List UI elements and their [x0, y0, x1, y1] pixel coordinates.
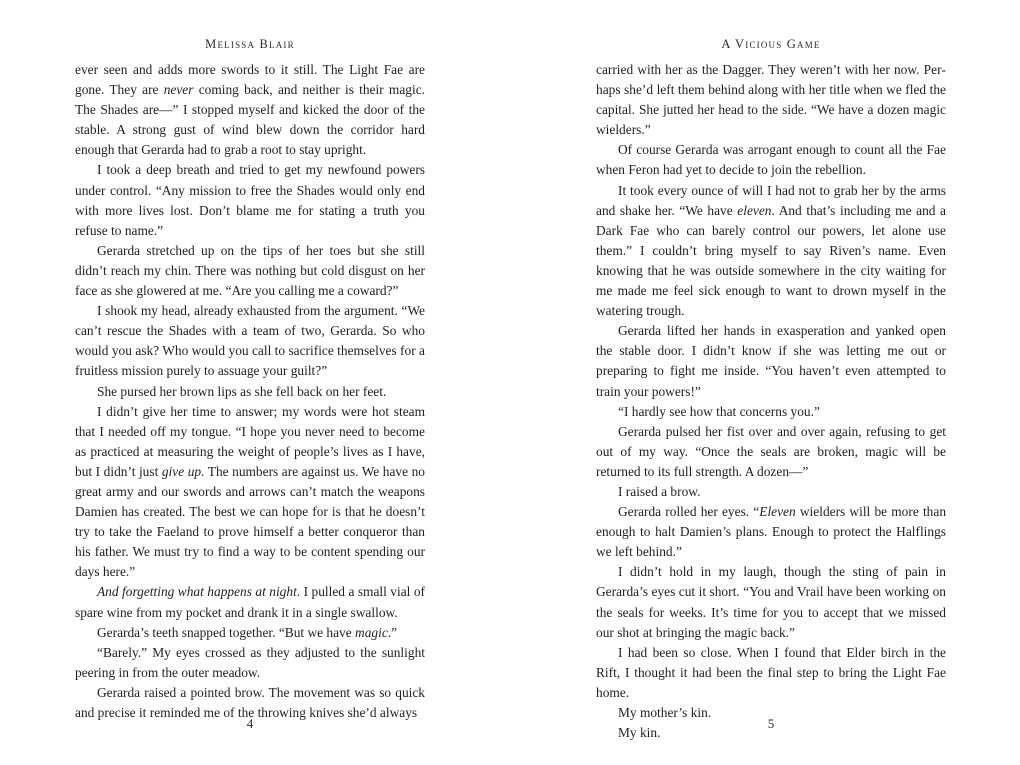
paragraph: Of course Gerarda was arrogant enough to count all the Fae when Feron had yet to decide to join the rebellion.	[596, 142, 946, 178]
paragraph: I didn’t hold in my laugh, though the sting of pain in Gerarda’s eyes cut it short. “You and Vrail have been working on the seals for weeks. It’s time for you to accept that we missed our shot at bringing the magic back.”	[596, 564, 946, 640]
paragraph: Gerarda pulsed her fist over and over again, refusing to get out of my way. “Once the seals are broken, magic will be returned to its full strength. A dozen—”	[596, 423, 946, 479]
italic-emphasis: eleven	[737, 202, 772, 218]
paragraph: My mother’s kin.	[618, 705, 712, 720]
italic-emphasis: never	[163, 82, 194, 98]
paragraph: And forgetting what happens at night. I pulled a small vial of spare wine from my pocket and drank it in a single swallow.	[75, 584, 425, 620]
running-head-title: A Vicious Game	[721, 37, 821, 51]
paragraph: I raised a brow.	[618, 483, 701, 499]
paragraph: carried with her as the Dagger. They weren’t with her now. Perhaps she’d left them behind along with her title when we fled the capital. She jutted her head to the side. “We have a dozen magic wielders.”	[596, 62, 946, 138]
left-page-body	[75, 60, 425, 723]
left-page	[75, 0, 425, 765]
italic-emphasis: magic	[355, 624, 388, 640]
italic-emphasis: And forgetting what happens at night	[97, 584, 297, 600]
paragraph: She pursed her brown lips as she fell back on her feet.	[97, 383, 387, 399]
italic-emphasis: Eleven	[759, 504, 796, 520]
paragraph: ever seen and adds more swords to it still. The Light Fae are gone. They are never coming back, and neither is their magic. The Shades are—” I stopped myself and kicked the door of the stable. A strong gust of wind blew down the corridor hard enough that Gerarda had to grab a root to stay upright.	[75, 62, 425, 158]
right-page	[596, 0, 946, 765]
paragraph: Gerarda stretched up on the tips of her toes but she still didn’t reach my chin. There was nothing but cold disgust on her face as she glowered at me. “Are you calling me a coward?”	[75, 242, 425, 299]
right-page-body	[596, 60, 946, 743]
paragraph: “Barely.” My eyes crossed as they adjusted to the sunlight peering in from the outer meadow.	[75, 644, 425, 680]
paragraph: Gerarda raised a pointed brow. The movement was so quick and precise it reminded me of the throwing knives she’d always	[75, 684, 425, 720]
paragraph: My kin.	[618, 725, 661, 741]
paragraph: I shook my head, already exhausted from the argument. “We can’t rescue the Shades with a team of two, Gerarda. So who would you ask? Who would you call to sacrifice themselves for a fruitless mission purely to assuage your guilt?”	[75, 303, 425, 379]
paragraph: “I hardly see how that concerns you.”	[618, 403, 820, 419]
paragraph: It took every ounce of will I had not to grab her by the arms and shake her. “We have eleven. And that’s including me and a Dark Fae who can barely control our powers, let alone use them.” I couldn’t bring myself to say Riven’s name. Even knowing that he was outside somewhere in the city waiting for me made me feel sick enough to want to drown myself in the watering trough.	[596, 182, 947, 319]
page-number: 5	[767, 716, 775, 731]
paragraph: Gerarda’s teeth snapped together. “But we have magic.”	[97, 624, 398, 640]
paragraph: I took a deep breath and tried to get my newfound powers under control. “Any mission to free the Shades would only end with more lives lost. Don’t blame me for stating a truth you refuse to name.”	[75, 162, 425, 238]
italic-emphasis: give up.	[161, 463, 205, 479]
paragraph: Gerarda lifted her hands in exasperation and yanked open the stable door. I didn’t know if she was letting me out or preparing to fight me inside. “You haven’t even attempted to train your powers!”	[596, 323, 946, 399]
page-number: 4	[246, 716, 254, 731]
paragraph: I didn’t give her time to answer; my words were hot steam that I needed off my tongue. “I hope you never need to become as practiced at measuring the weight of people’s lives as I have, but I didn’t just give up. The numbers are against us. We have no great army and our swords and arrows can’t match the weapons Damien has created. The best we can hope for is that he doesn’t try to take the Faeland to prove himself a better conqueror than his father. We must try to find a way to be content spending our days here.”	[75, 403, 425, 580]
paragraph: I had been so close. When I found that Elder birch in the Rift, I thought it had been the final step to bring the Light Fae home.	[596, 644, 946, 700]
running-head-author: Melissa Blair	[205, 37, 295, 51]
paragraph: Gerarda rolled her eyes. “Eleven wielders will be more than enough to halt Damien’s plans. Enough to protect the Halflings we left behind.”	[596, 504, 947, 560]
